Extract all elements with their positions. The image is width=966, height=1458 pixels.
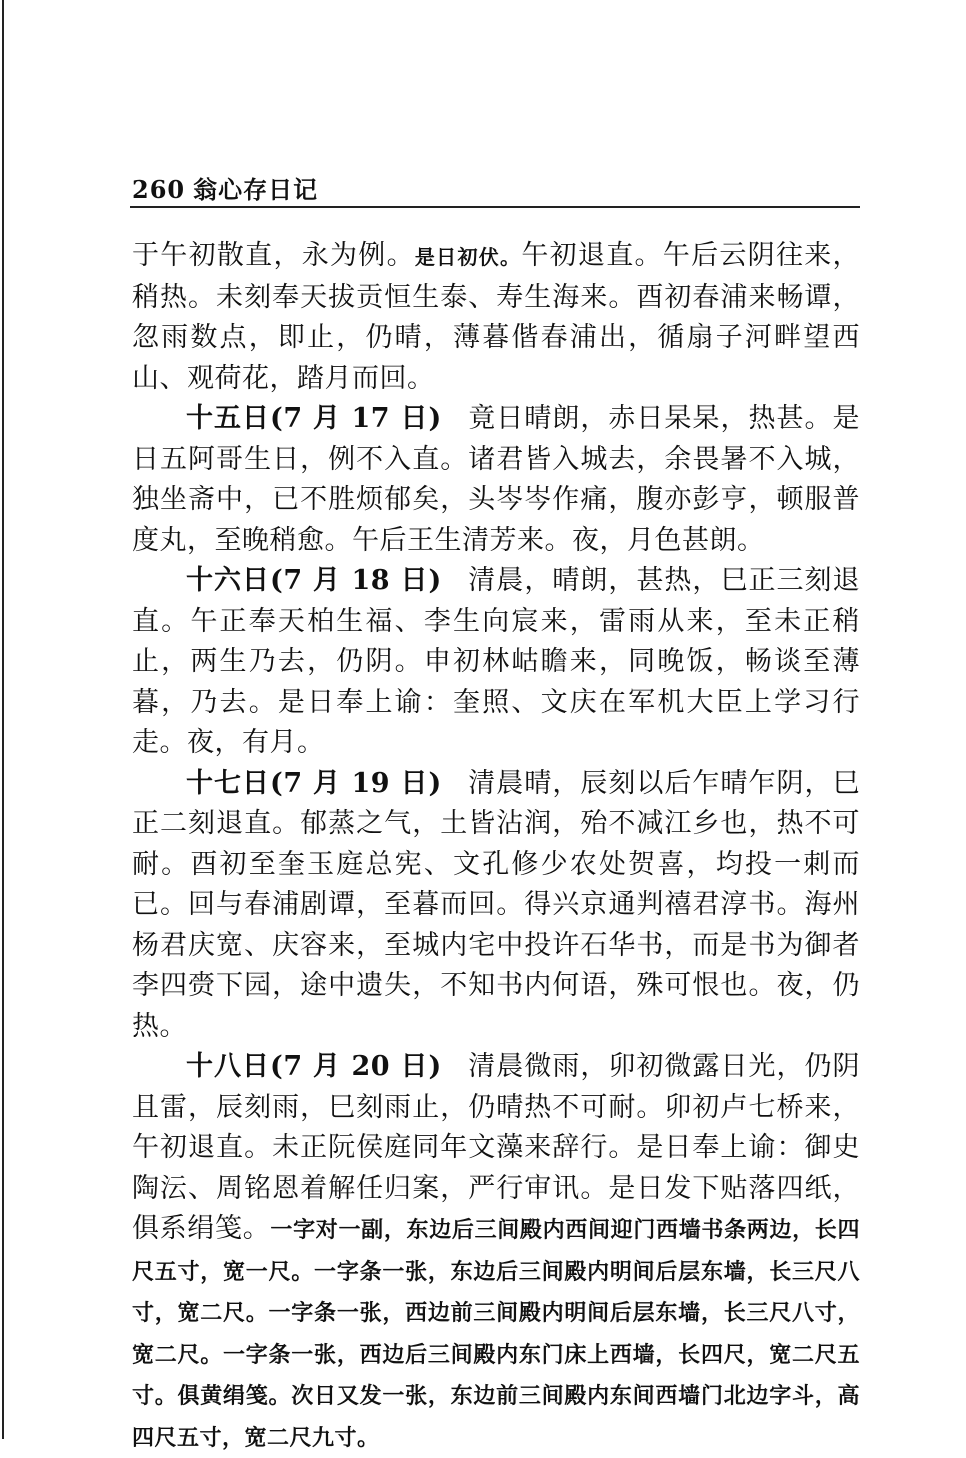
diary-body bbox=[132, 236, 860, 1458]
entry-text: 清晨，晴朗，甚热，巳正三刻退直。午正奉天柏生福、李生向宸来，雷雨从来，至未正稍止，两生乃去，仍阴。申初林岵瞻来，同晚饭，畅谈至薄暮，乃去。是日奉上谕：奎照、文庆在军机大臣上学习行走。夜，有月。 bbox=[132, 565, 861, 758]
entry-text: 清晨微雨，卯初微露日光，仍阴且雷，辰刻雨，巳刻雨止，仍晴热不可耐。卯初卢七桥来，午初退直。未正阮侯庭同年文藻来辞行。是日奉上谕：御史陶沄、周铭恩着解任归案，严行审讯。是日发下贴落四纸，俱系绢笺。 bbox=[132, 1051, 861, 1244]
entry-date: 十六日(7 月 18 日) bbox=[186, 565, 442, 596]
diary-entry-17 bbox=[132, 764, 860, 1048]
entry-text: 清晨晴，辰刻以后乍晴乍阴，巳正二刻退直。郁蒸之气，土皆沾润，殆不减江乡也，热不可耐。酉初至奎玉庭总宪、文孔修少农处贺喜，均投一刺而已。回与春浦剧谭，至暮而回。得兴京通判禧君淳书。海州杨君庆宽、庆容来，至城内宅中投许石华书，而是书为御者李四赍下园，途中遗失，不知书内何语，殊可恨也。夜，仍热。 bbox=[132, 767, 861, 1042]
diary-paragraph-continued bbox=[132, 236, 860, 399]
entry-text-continued: 午初退直。午后云阴往来，稍热。未刻奉天拔贡恒生泰、寿生海来。酉初春浦来畅谭，忽雨数点，即止，仍晴，薄暮偕春浦出，循扇子河畔望西山、观荷花，踏月而回。 bbox=[132, 240, 861, 394]
page-number: 260 bbox=[132, 175, 186, 204]
diary-entry-18 bbox=[132, 1047, 860, 1458]
running-header bbox=[132, 170, 318, 205]
diary-entry-16 bbox=[132, 561, 860, 764]
page-left-border bbox=[2, 0, 4, 1439]
entry-date: 十五日(7 月 17 日) bbox=[186, 403, 442, 434]
entry-date: 十七日(7 月 19 日) bbox=[186, 767, 442, 799]
entry-small-note: 一字对一副，东边后三间殿内西间迎门西墙书条两边，长四尺五寸，宽一尺。一字条一张，东边后三间殿内明间后层东墙，长三尺八寸，宽二尺。一字条一张，西边前三间殿内明间后层东墙，长三尺八寸，宽二尺。一字条一张，西边后三间殿内东门床上西墙，长四尺，宽二尺五寸。俱黄绢笺。次日又发一张，东边前三间殿内东间西墙门北边字斗，高四尺五寸，宽二尺九寸。 bbox=[132, 1217, 860, 1451]
entry-small-note: 是日初伏。 bbox=[414, 245, 522, 269]
entry-text: 于午初散直，永为例。 bbox=[132, 240, 415, 271]
entry-text: 竟日晴朗，赤日杲杲，热甚。是日五阿哥生日，例不入直。诸君皆入城去，余畏暑不入城，独坐斋中，已不胜烦郁矣，头岑岑作痛，腹亦彭亨，顿服普度丸，至晚稍愈。午后王生清芳来。夜，月色甚朗。 bbox=[132, 403, 861, 556]
entry-date: 十八日(7 月 20 日) bbox=[186, 1051, 442, 1082]
diary-entry-15 bbox=[132, 399, 860, 561]
header-rule bbox=[130, 206, 860, 208]
book-title: 翁心存日记 bbox=[193, 175, 319, 204]
